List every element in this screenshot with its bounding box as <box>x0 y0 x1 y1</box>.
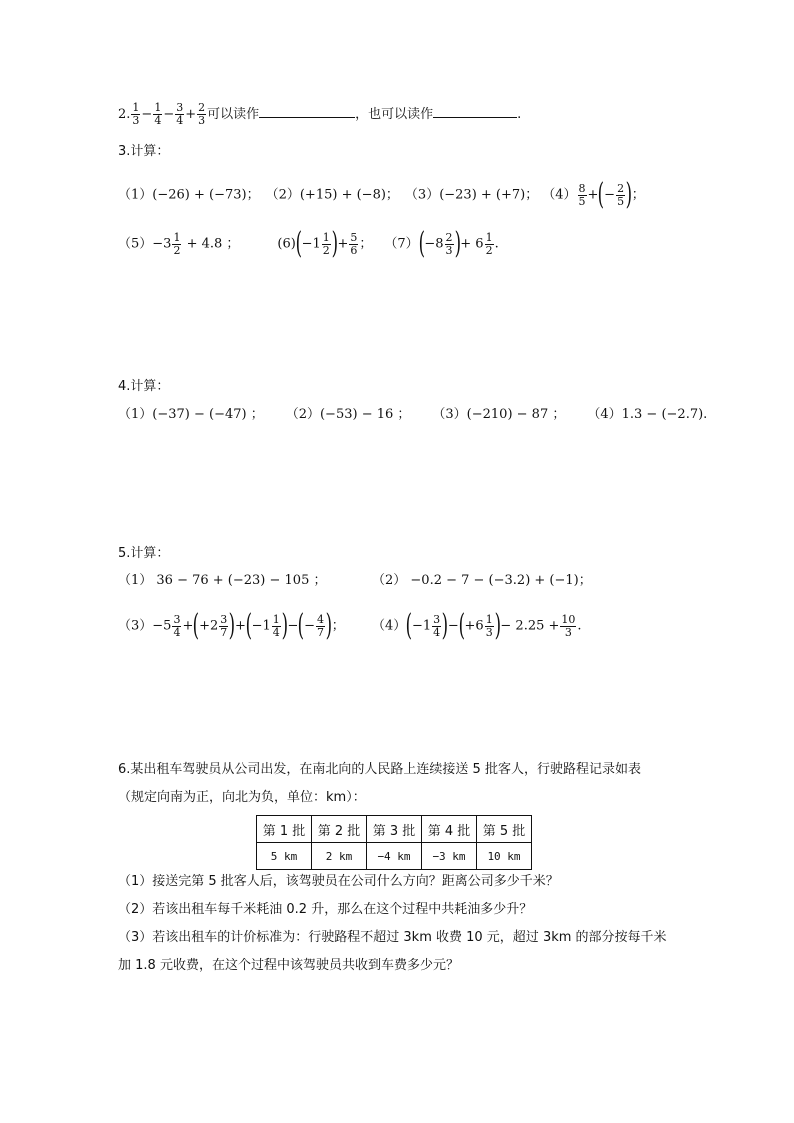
fraction: $\frac{2}{3}$ <box>198 101 206 127</box>
question-4-row <box>118 406 707 424</box>
fraction: $\frac{1}{3}$ <box>132 101 140 127</box>
question-5-problem-2: （2） −0.2 − 7 − (−3.2) + (−1)； <box>372 573 592 588</box>
question-2 <box>118 102 521 127</box>
fraction: $\frac{8}{5}$ <box>578 181 586 208</box>
table-cell: 10 km <box>477 843 532 870</box>
problem-3: （3）(−23) + (+7)； <box>404 187 539 203</box>
problem-1: （1）(−26) + (−73)； <box>118 187 260 203</box>
question-3-title: 3.计算： <box>118 144 170 159</box>
problem-6-label: (6) <box>277 236 296 252</box>
fraction: $\frac{3}{4}$ <box>433 612 441 639</box>
question-5-problem-3: （3）−5 $\frac{3}{4}$ +(+2 $\frac{3}{7}$ )+(−1 $\frac{1}{4}$ )−(− $\frac{4}{7}$ )； <box>118 608 345 643</box>
table-cell: −3 km <box>422 843 477 870</box>
question-number: 2. <box>118 107 131 122</box>
fraction: $\frac{4}{7}$ <box>317 612 325 639</box>
fraction: $\frac{3}{7}$ <box>220 612 228 639</box>
operator: − <box>141 107 153 122</box>
fraction: $\frac{3}{4}$ <box>173 612 181 639</box>
fraction: $\frac{2}{5}$ <box>617 181 625 208</box>
period: . <box>517 107 522 122</box>
question-3-row-1: （1）(−26) + (−73)； （2）(+15) + (−8)； （3）(−23) + (+7)； （4） $\frac{8}{5}$ +(− $\frac{2}{5}$ )； <box>118 177 645 212</box>
question-4-title: 4.计算： <box>118 379 170 394</box>
problem-2: （2）(+15) + (−8)； <box>265 187 399 203</box>
trip-record-table <box>256 815 532 870</box>
fraction: $\frac{10}{3}$ <box>561 612 576 639</box>
fraction: $\frac{1}{2}$ <box>322 230 330 257</box>
question-6-line-1: 6.某出租车驾驶员从公司出发，在南北向的人民路上连续接送 5 批客人，行驶路程记录如表 <box>118 762 641 777</box>
problem-4: （4）1.3 − (−2.7). <box>587 407 708 422</box>
question-6-sub-3-line-2: 加 1.8 元收费，在这个过程中该驾驶员共收到车费多少元？ <box>118 958 459 973</box>
problem-4-label: （4） <box>542 187 577 203</box>
question-6-sub-2: （2）若该出租车每千米耗油 0.2 升，那么在这个过程中共耗油多少升？ <box>118 902 533 917</box>
table-cell: 5 km <box>257 843 312 870</box>
table-header-cell: 第 3 批 <box>367 816 422 843</box>
question-6-sub-3-line-1: （3）若该出租车的计价标准为：行驶路程不超过 3km 收费 10 元，超过 3km 的部分按每千米 <box>118 930 667 945</box>
read-as-label: 可以读作 <box>207 107 260 122</box>
fraction: $\frac{1}{4}$ <box>154 101 162 127</box>
also-read-as-label: ，也可以读作 <box>355 107 434 122</box>
fraction: $\frac{1}{3}$ <box>485 612 493 639</box>
answer-blank[interactable] <box>433 105 517 118</box>
table-cell: 2 km <box>312 843 367 870</box>
table-cell: −4 km <box>367 843 422 870</box>
operator: − <box>163 107 175 122</box>
question-6-sub-1: （1）接送完第 5 批客人后，该驾驶员在公司什么方向？距离公司多少千米？ <box>118 874 559 889</box>
question-3-row-2: （5）−3 $\frac{1}{2}$ + 4.8 ； (6)(−1 $\frac{1}{2}$ )+ $\frac{5}{6}$ ； （7）(−8 $\frac{2}{3}$ )+ 6 $\frac{1}{2}$ . <box>118 226 499 261</box>
question-5-problem-4: （4）(−1 $\frac{3}{4}$ )−(+6 $\frac{1}{3}$ )− 2.25 + $\frac{10}{3}$ . <box>372 608 582 643</box>
problem-7-label: （7） <box>384 236 419 252</box>
table-header-cell: 第 1 批 <box>257 816 312 843</box>
fraction: $\frac{1}{2}$ <box>173 230 181 257</box>
fraction: $\frac{1}{4}$ <box>272 612 280 639</box>
problem-3: （3）(−210) − 87 ； <box>432 407 566 422</box>
table-header-cell: 第 2 批 <box>312 816 367 843</box>
question-5-problem-1: （1） 36 − 76 + (−23) − 105 ； <box>118 573 327 588</box>
problem-1: （1）(−37) − (−47) ； <box>118 407 264 422</box>
question-6-line-2: （规定向南为正，向北为负，单位：km）： <box>118 790 366 805</box>
fraction: $\frac{3}{4}$ <box>176 101 184 127</box>
table-header-row <box>257 816 532 843</box>
fraction: $\frac{2}{3}$ <box>445 230 453 257</box>
fraction: $\frac{1}{2}$ <box>485 230 493 257</box>
problem-5-label: （5） <box>118 236 153 252</box>
operator: + <box>185 107 197 122</box>
table-header-cell: 第 4 批 <box>422 816 477 843</box>
fraction: $\frac{5}{6}$ <box>350 230 358 257</box>
problem-2: （2）(−53) − 16 ； <box>285 407 411 422</box>
question-5-title: 5.计算： <box>118 546 170 561</box>
table-header-cell: 第 5 批 <box>477 816 532 843</box>
answer-blank[interactable] <box>259 105 355 118</box>
table-row <box>257 843 532 870</box>
